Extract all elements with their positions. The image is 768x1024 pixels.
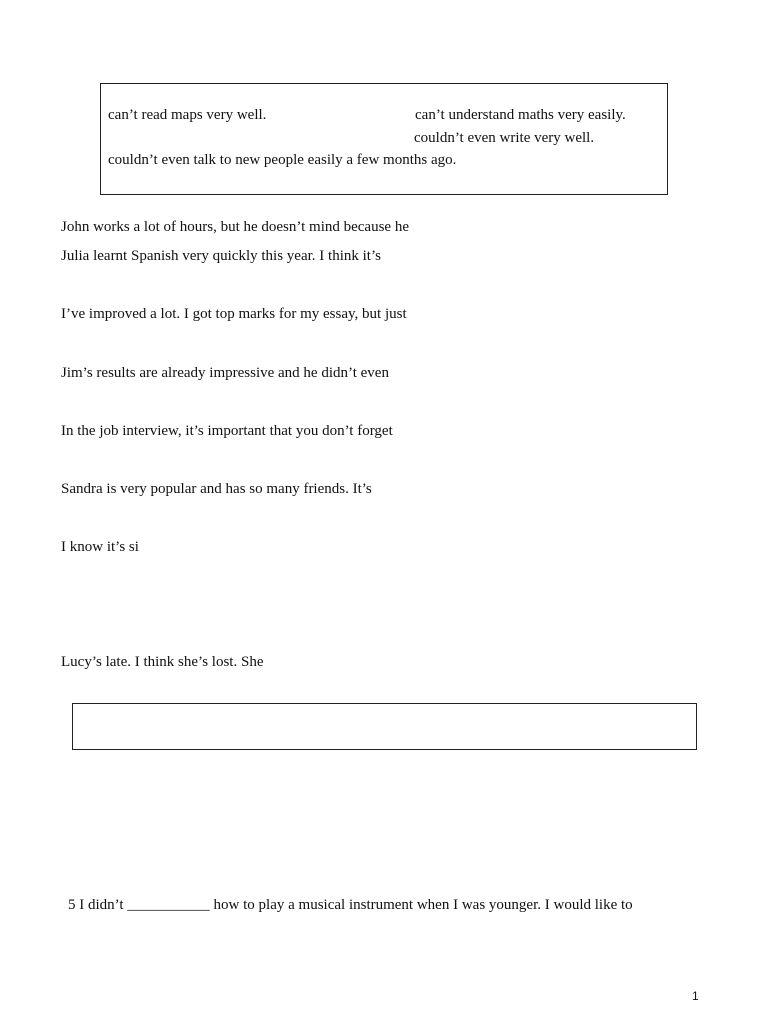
exercise-sentence: Lucy’s late. I think she’s lost. She [61,654,264,670]
exercise-sentence: Julia learnt Spanish very quickly this year. I think it’s [61,248,381,264]
answer-box[interactable] [72,703,697,750]
exercise-sentence: John works a lot of hours, but he doesn’t mind because he [61,219,409,235]
word-box-phrase: couldn’t even talk to new people easily a few months ago. [108,152,457,168]
question-5: 5 I didn’t ___________ how to play a musical instrument when I was younger. I would like to [68,897,633,913]
exercise-sentence: Sandra is very popular and has so many friends. It’s [61,481,372,497]
word-box-phrase: can’t read maps very well. [108,107,267,123]
exercise-sentence: Jim’s results are already impressive and he didn’t even [61,365,389,381]
page-number: 1 [692,989,699,1003]
word-box-phrase: can’t understand maths very easily. [415,107,626,123]
word-box-phrase: couldn’t even write very well. [414,130,595,146]
exercise-sentence: In the job interview, it’s important that you don’t forget [61,423,393,439]
exercise-sentence: I’ve improved a lot. I got top marks for my essay, but just [61,306,407,322]
exercise-sentence: I know it’s si [61,539,139,555]
